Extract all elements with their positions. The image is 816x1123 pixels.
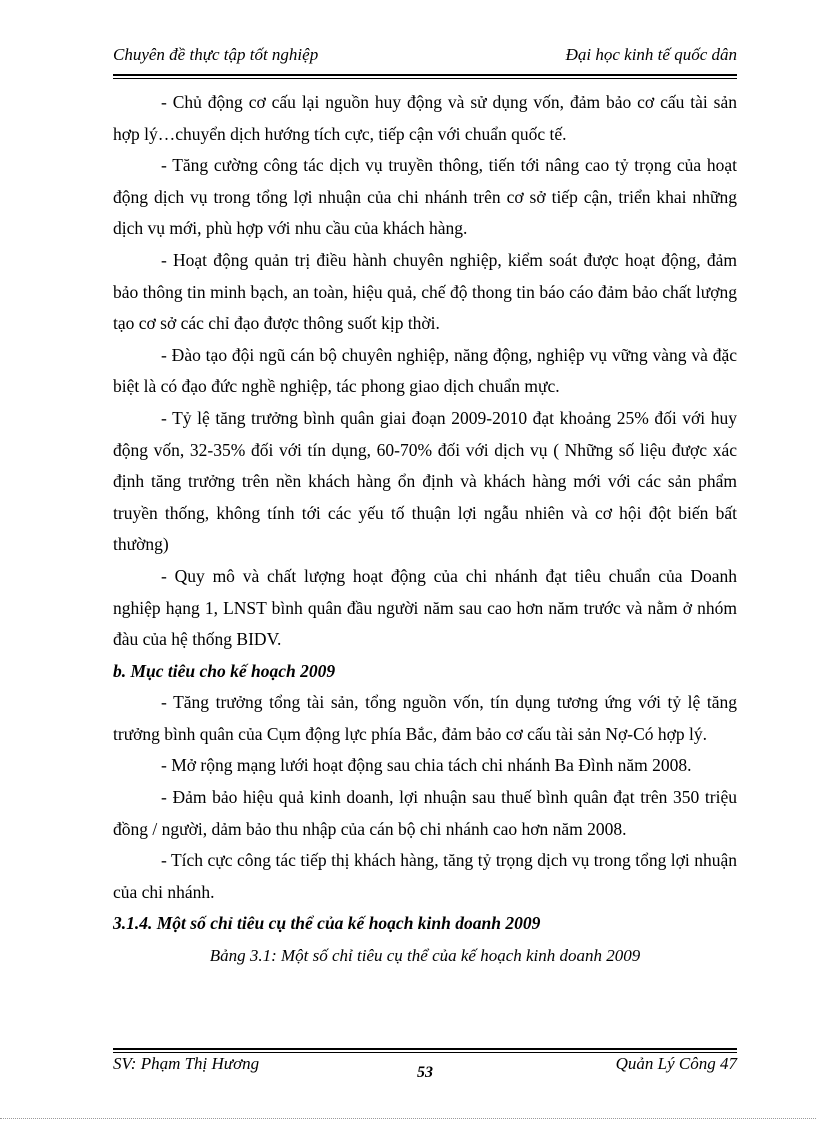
page-footer [113, 1053, 737, 1093]
page-break-dotted-line [0, 1118, 816, 1119]
body-paragraph: - Mở rộng mạng lưới hoạt động sau chia tách chi nhánh Ba Đình năm 2008. [161, 755, 692, 776]
section-heading: b. Mục tiêu cho kế hoạch 2009 [113, 660, 336, 681]
section-heading: 3.1.4. Một số chỉ tiêu cụ thể của kế hoạch kinh doanh 2009 [113, 913, 541, 934]
body-paragraph: - Tỷ lệ tăng trưởng bình quân giai đoạn 2009-2010 đạt khoảng 25% đối với huy động vốn, 32-35% đối với tín dụng, 60-70% đối với dịch vụ ( Những số liệu được xác định tăng trưởng trên nền khách hàng ổn định và khách hàng mới với các sản phẩm truyền thống, không tính tới các yếu tố thuận lợi ngẫu nhiên và cơ hội đột biến bất thường) [113, 407, 737, 555]
page-header [113, 44, 737, 66]
footer-class: Quản Lý Công 47 [615, 1054, 737, 1073]
body-paragraph: - Tăng trưởng tổng tài sản, tổng nguồn vốn, tín dụng tương ứng với tỷ lệ tăng trưởng bình quân của Cụm động lực phía Bắc, đảm bảo cơ cấu tài sản Nợ-Có hợp lý. [113, 692, 737, 744]
body-paragraph: - Đảm bảo hiệu quả kinh doanh, lợi nhuận sau thuế bình quân đạt trên 350 triệu đồng / người, dảm bảo thu nhập của cán bộ chi nhánh cao hơn năm 2008. [113, 787, 737, 839]
header-left-title: Chuyên đề thực tập tốt nghiệp [113, 45, 319, 64]
body-paragraph: - Quy mô và chất lượng hoạt động của chi nhánh đạt tiêu chuẩn của Doanh nghiệp hạng 1, LNST bình quân đầu người năm sau cao hơn năm trước và nằm ở nhóm đàu của hệ thống BIDV. [113, 565, 737, 650]
document-body [113, 87, 737, 972]
body-paragraph: - Tăng cường công tác dịch vụ truyền thông, tiến tới nâng cao tỷ trọng của hoạt động dịch vụ trong tổng lợi nhuận của chi nhánh trên cơ sở tiếp cận, triển khai những dịch vụ mới, phù hợp với nhu cầu của khách hàng. [113, 155, 737, 239]
header-right-title: Đại học kinh tế quốc dân [565, 45, 737, 64]
body-paragraph: - Tích cực công tác tiếp thị khách hàng, tăng tỷ trọng dịch vụ trong tổng lợi nhuận của chi nhánh. [113, 850, 737, 902]
footer-author: SV: Phạm Thị Hương [113, 1054, 260, 1073]
header-double-rule [113, 74, 737, 79]
body-paragraph: - Chủ động cơ cấu lại nguồn huy động và sử dụng vốn, đảm bảo cơ cấu tài sản hợp lý…chuyển dịch hướng tích cực, tiếp cận với chuẩn quốc tế. [113, 92, 737, 144]
body-paragraph: - Hoạt động quản trị điều hành chuyên nghiệp, kiểm soát được hoạt động, đảm bảo thông tin minh bạch, an toàn, hiệu quả, chế độ thong tin báo cáo đảm bảo chất lượng tạo cơ sở các chỉ đạo được thông suốt kịp thời. [113, 249, 737, 334]
body-paragraph: - Đào tạo đội ngũ cán bộ chuyên nghiệp, năng động, nghiệp vụ vững vàng và đặc biệt là có đạo đức nghề nghiệp, tác phong giao dịch chuẩn mực. [113, 344, 737, 397]
page-number: 53 [417, 1064, 433, 1081]
table-caption: Bảng 3.1: Một số chỉ tiêu cụ thể của kế hoạch kinh doanh 2009 [209, 946, 641, 966]
